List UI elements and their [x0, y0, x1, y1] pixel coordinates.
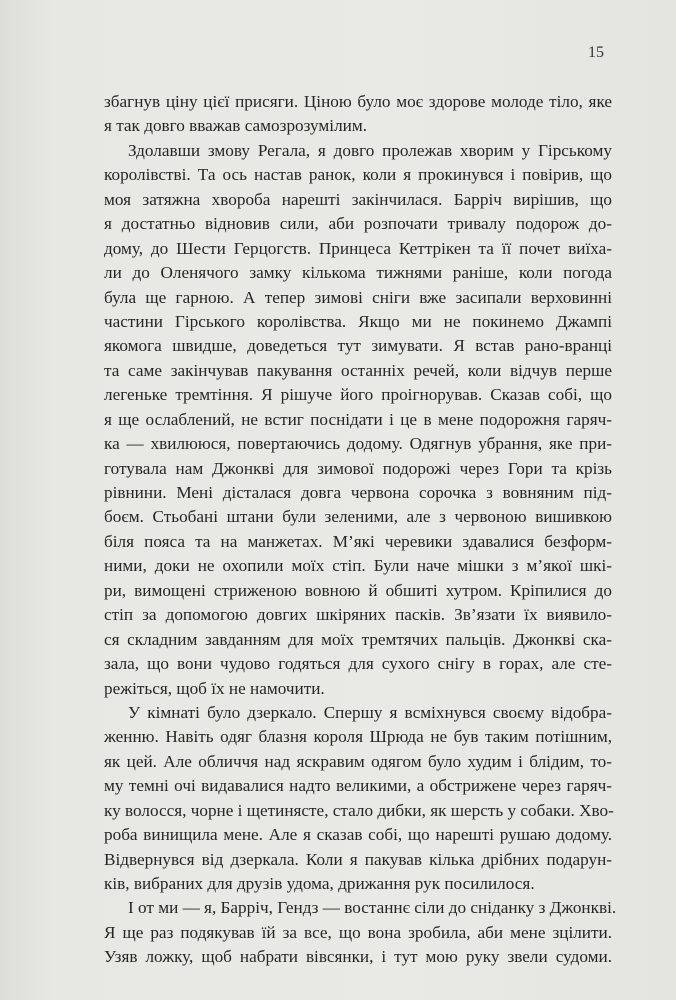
text-line: я так довго вважав самозрозумілим.: [104, 116, 368, 136]
text-line: легеньке тремтіння. Я рішуче його проігнорував. Сказав собі, що: [104, 385, 612, 405]
text-line: боєм. Стьобані штани були зеленими, але з червоною вишивкою: [104, 507, 612, 527]
text-line: ри, вимощені стриженою вовною й обшиті хутром. Кріпилися до: [104, 580, 612, 600]
text-line: режіться, щоб їх не намочити.: [104, 678, 325, 698]
text-line: була ще гарною. А тепер зимові сніги вже засипали верховинні: [104, 287, 612, 307]
text-line: Узяв ложку, щоб набрати вівсянки, і тут мою руку звели судоми.: [104, 947, 612, 967]
text-line: я ще ослаблений, не встиг поснідати і це в мене подорожня гаряч-: [104, 409, 612, 429]
page-number: 15: [588, 44, 604, 61]
text-line: роба винищила мене. Але я сказав собі, що нарешті рушаю додому.: [104, 825, 612, 845]
paragraph: [104, 701, 612, 897]
text-line: королівстві. Та ось настав ранок, коли я прокинувся і повірив, що: [104, 165, 612, 185]
text-line: якомога швидше, доведеться тут зимувати. Я встав рано-вранці: [104, 336, 612, 356]
paragraph: [104, 139, 612, 701]
text-line: ними, доки не охопили моїх стіп. Були наче мішки з м’якої шкі-: [104, 556, 612, 576]
text-line: Я ще раз подякував їй за все, що вона зробила, аби мене зцілити.: [104, 922, 612, 942]
text-line: збагнув ціну цієї присяги. Ціною було моє здорове молоде тіло, яке: [104, 92, 612, 111]
text-line: як цей. Але обличчя над яскравим одягом було худим і блідим, то-: [104, 751, 612, 771]
text-line: ся складним завданням для моїх тремтячих пальців. Джонкві ска-: [104, 629, 612, 649]
text-line: частини Гірського королівства. Якщо ми не покинемо Джампі: [104, 311, 612, 331]
text-line: ку волосся, чорне і щетинясте, стало дибки, як шерсть у собаки. Хво-: [104, 800, 614, 820]
text-line: му темні очі видавалися надто великими, а обстрижене через гаряч-: [104, 776, 612, 796]
text-line: Відвернувся від дзеркала. Коли я пакував кілька дрібних подарун-: [104, 849, 612, 869]
text-line: готувала нам Джонкві для зимової подорожі через Гори та крізь: [104, 458, 612, 478]
text-line: рівнини. Мені дісталася довга червона сорочка з вовняним під-: [104, 483, 612, 502]
text-line: я достатньо відновив сили, аби розпочати тривалу подорож до-: [104, 214, 612, 234]
text-line: Здолавши змову Регала, я довго пролежав хворим у Гірському: [128, 140, 612, 160]
text-line: біля пояса та на манжетах. М’які черевики здавалися безформ-: [104, 531, 612, 551]
text-line: женню. Навіть одяг блазня короля Шрюда не був таким потішним,: [104, 727, 612, 747]
text-line: І от ми — я, Барріч, Гендз — востаннє сіли до сніданку з Джонкві.: [128, 898, 617, 918]
paragraph: [104, 90, 612, 139]
text-line: стіп за допомогою довгих шкіряних пасків. Зв’язати їх виявило-: [104, 605, 612, 625]
text-line: та саме закінчував пакування останніх речей, коли відчув перше: [104, 360, 612, 380]
body-text: [104, 90, 617, 970]
text-line: ка — хвилююся, повертаючись додому. Одягнув убрання, яке при-: [104, 434, 612, 454]
text-line: зала, що вони чудово годяться для сухого снігу в горах, але сте-: [104, 654, 612, 674]
text-line: моя затяжна хвороба нарешті закінчилася. Барріч вирішив, що: [104, 189, 612, 209]
text-line: ли до Оленячого замку кількома тижнями раніше, коли погода: [104, 263, 612, 283]
text-line: ків, вибраних для друзів удома, дрижання рук посилилося.: [104, 874, 535, 893]
text-line: У кімнаті було дзеркало. Спершу я всміхнувся своєму відобра-: [128, 702, 612, 722]
paragraph: [104, 896, 617, 969]
text-line: дому, до Шести Герцогств. Принцеса Кеттрікен та її почет виїха-: [104, 238, 612, 258]
